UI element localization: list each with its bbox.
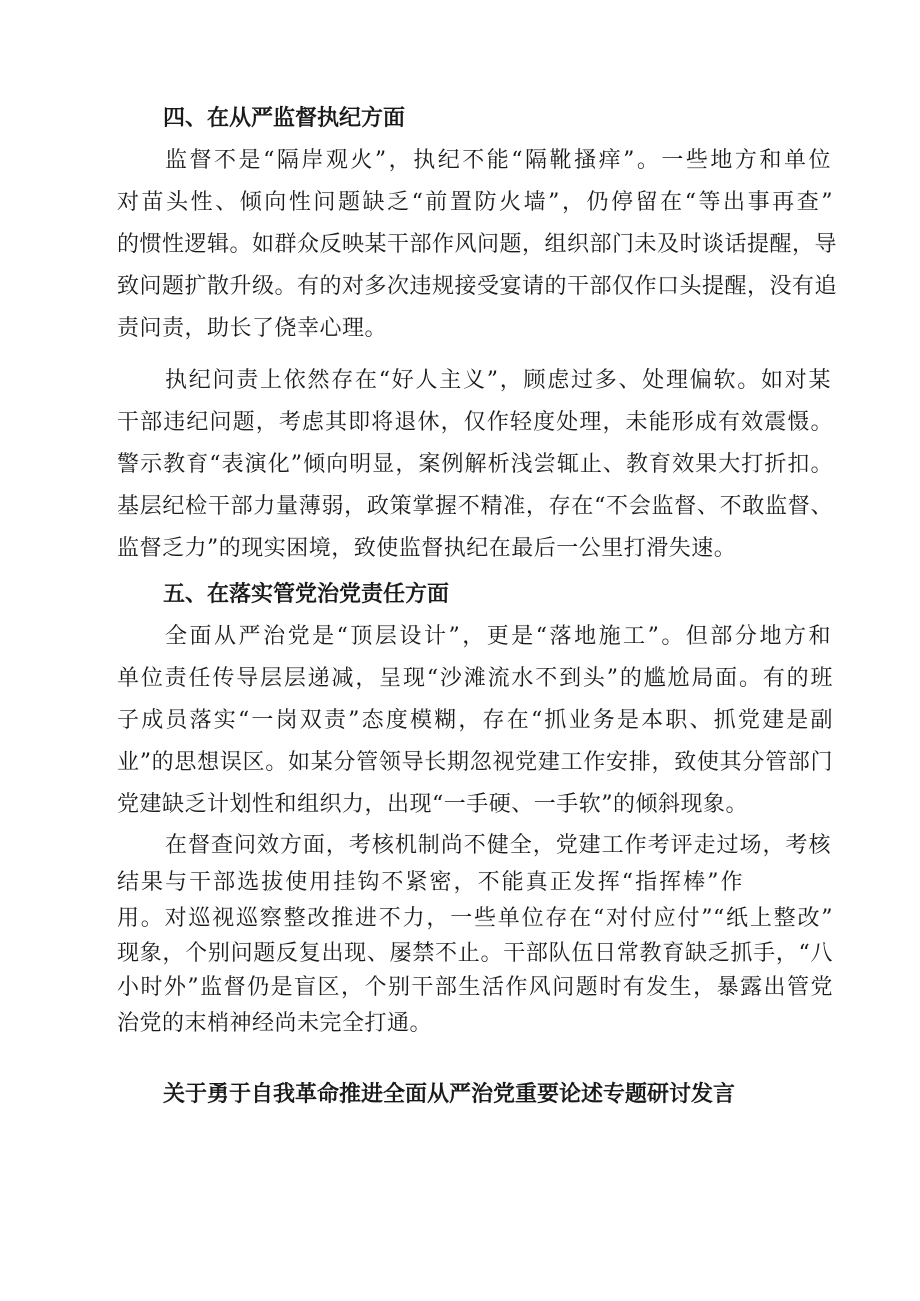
paragraph-line: 的惯性逻辑。如群众反映某干部作风问题，组织部门未及时谈话提醒，导 xyxy=(117,232,838,257)
paragraph-line: 党建缺乏计划性和组织力，出现“一手硬、一手软”的倾斜现象。 xyxy=(117,792,748,817)
paragraph-line: 致问题扩散升级。有的对多次违规接受宴请的干部仅作口头提醒，没有追 xyxy=(117,274,838,299)
section-heading: 四、在从严监督执纪方面 xyxy=(163,106,406,131)
next-document-title: 关于勇于自我革命推进全面从严治党重要论述专题研讨发言 xyxy=(163,1082,736,1107)
paragraph-line: 执纪问责上依然存在“好人主义”，顾虑过多、处理偏软。如对某 xyxy=(165,368,831,393)
paragraph-line: 单位责任传导层层递减，呈现“沙滩流水不到头”的尴尬局面。有的班 xyxy=(117,666,833,691)
paragraph-line: 治党的末梢神经尚未完全打通。 xyxy=(117,1011,433,1036)
paragraph-line: 在督查问效方面，考核机制尚不健全，党建工作考评走过场，考核 xyxy=(165,833,831,858)
paragraph-line: 业”的思想误区。如某分管领导长期忽视党建工作安排，致使其分管部门 xyxy=(117,750,833,775)
paragraph-line: 责问责，助长了侥幸心理。 xyxy=(117,316,388,341)
paragraph-line: 基层纪检干部力量薄弱，政策掌握不精准，存在“不会监督、不敢监督、 xyxy=(117,494,833,519)
paragraph-line: 全面从严治党是“顶层设计”，更是“落地施工”。但部分地方和 xyxy=(165,624,831,649)
paragraph-line: 小时外”监督仍是盲区，个别干部生活作风问题时有发生，暴露出管党 xyxy=(117,975,833,1000)
paragraph-line: 监督不是“隔岸观火”，执纪不能“隔靴搔痒”。一些地方和单位 xyxy=(165,148,831,173)
paragraph-line: 现象，个别问题反复出现、屡禁不止。干部队伍日常教育缺乏抓手，“八 xyxy=(117,941,833,966)
paragraph-line: 监督乏力”的现实困境，致使监督执纪在最后一公里打滑失速。 xyxy=(117,536,737,561)
paragraph-line: 子成员落实“一岗双责”态度模糊，存在“抓业务是本职、抓党建是副 xyxy=(117,708,833,733)
paragraph-line: 对苗头性、倾向性问题缺乏“前置防火墙”，仍停留在“等出事再查” xyxy=(117,190,833,215)
section-heading: 五、在落实管党治党责任方面 xyxy=(163,582,450,607)
paragraph-line: 警示教育“表演化”倾向明显，案例解析浅尝辄止、教育效果大打折扣。 xyxy=(117,452,833,477)
paragraph-line: 干部违纪问题，考虑其即将退休，仅作轻度处理，未能形成有效震慑。 xyxy=(117,410,833,435)
paragraph-line: 结果与干部选拔使用挂钩不紧密，不能真正发挥“指挥棒”作 xyxy=(117,870,743,895)
paragraph-line: 用。对巡视巡察整改推进不力，一些单位存在“对付应付”“纸上整改” xyxy=(117,906,833,931)
